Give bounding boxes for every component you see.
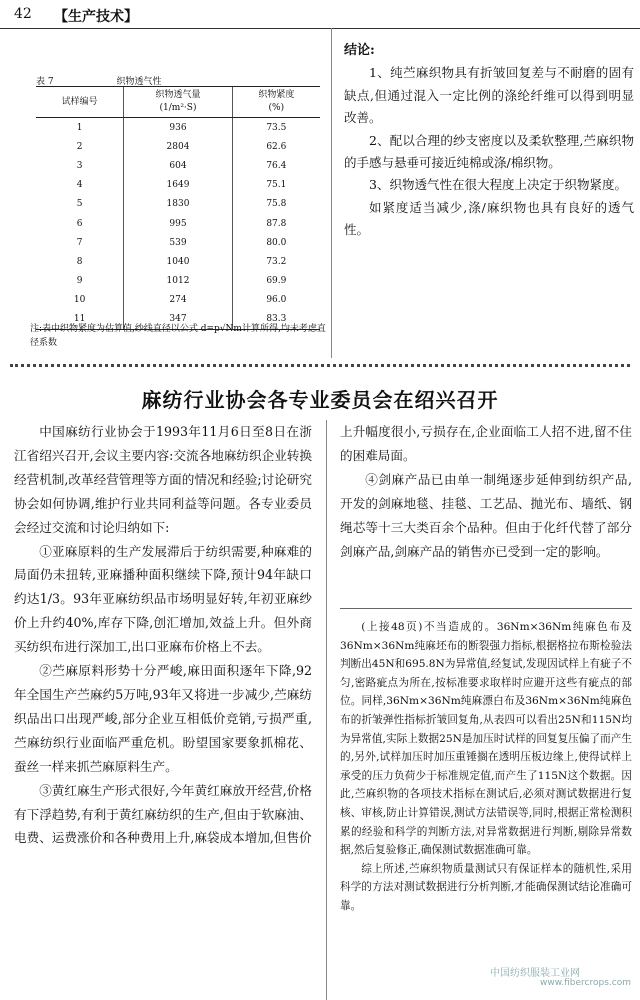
table-cell: 11: [36, 310, 124, 330]
table-row: [36, 118, 320, 138]
right-column-separator: [340, 608, 632, 609]
top-column-divider: [331, 28, 332, 358]
conclusion-paragraph: 1、纯苎麻织物具有折皱回复差与不耐磨的固有缺点,但通过混入一定比例的涤纶纤维可以得到明显改善。: [344, 65, 634, 126]
table-cell: 75.8: [232, 195, 320, 214]
table-cell: 6: [76, 218, 83, 229]
table-cell: 69.9: [232, 272, 320, 291]
conclusion-paragraph: 2、配以合理的纱支密度以及柔软整理,苎麻织物的手感与悬垂可接近纯棉或涤/棉织物。: [344, 132, 634, 171]
table-cell: 73.2: [232, 252, 320, 271]
article-left-column: [14, 420, 312, 850]
article-paragraph: ④剑麻产品已由单一制绳逐步延伸到纺织产品,开发的剑麻地毯、挂毯、工艺品、抛光布、墙纸、钢绳芯等十三大类百余个品种。但由于化纤代替了部分剑麻产品,剑麻产品的销售亦已受到一定的影响。: [340, 471, 632, 559]
article-paragraph: 中国麻纺行业协会于1993年11月6日至8日在浙江省绍兴召开,会议主要内容:交流各地麻纺织企业转换经营机制,改革经营管理等方面的情况和经验;讨论研究协会如何协调,维护行业共同利益等问题。各专业委员会经过交流和讨论归纳如下:: [14, 424, 312, 535]
page-header: [0, 0, 640, 29]
table-cell: 539: [124, 233, 232, 252]
table-cell: 73.5: [232, 118, 320, 138]
table-cell: 7: [76, 237, 83, 248]
table-cell: 8: [76, 256, 83, 267]
article-paragraph: ②苎麻原料形势十分严峻,麻田面积逐年下降,92年全国生产苎麻约5万吨,93年又将进一步减少,苎麻纺织品出口出现严峻,部分企业互相低价竞销,亏损严重,苎麻纺织行业面临严重危机。盼望国家要象抓棉花、蚕丝一样来抓苎麻原料生产。: [14, 663, 312, 774]
table-cell: 9: [76, 276, 83, 287]
table-cell: 347: [124, 310, 232, 330]
table-header-cell: 试样编号: [36, 87, 124, 118]
table-row: [36, 156, 320, 175]
article-title: 麻纺行业协会各专业委员会在绍兴召开: [141, 388, 499, 412]
table-cell: 2804: [124, 137, 232, 156]
table-header-cell: 织物透气量 (1/m²·S): [124, 87, 232, 118]
table-header-cell: 织物紧度 (%): [232, 87, 320, 118]
table-cell: 75.1: [232, 176, 320, 195]
table-number: 表 7: [36, 77, 54, 87]
table-row: [36, 291, 320, 310]
continued-paragraph: (上接48页)不当造成的。36Nm×36Nm纯麻色布及36Nm×36Nm纯麻坯布的断裂强力指标,根据格拉布斯检验法判断出45N和695.8N为异常值,经复试,发现因试样上有疵子不匀,密路疵点为所在,按标准要求取样时应避开这些有疵点的部位。同样,36Nm×36Nm纯麻漂白布及36Nm×36Nm纯麻色布的折皱弹性指标折皱回复角,从表四可以看出25N和115N均为异常值,实际上数据25N是加压时试样的回复复压偏了而产生的,另外,试样加压时加压重锤搁在透明压板边缘上,使得试样上承受的压力负荷少于标准规定值,而产生了115N这个数据。因此,苎麻织物的各项技术指标在测试后,必须对测试数据进行复核、审核,防止计算错误,测试方法错误等,同时,根据正常检测积累的经验和科学的判断方法,对异常数据进行判断,剔除异常数据,然后复验修正,确保测试数据准确可靠。: [340, 621, 632, 857]
table-cell: 62.6: [232, 137, 320, 156]
air-permeability-table: [36, 86, 320, 330]
table-cell: 274: [124, 291, 232, 310]
conclusion-paragraph: 如紧度适当减少,涤/麻织物也具有良好的透气性。: [344, 199, 634, 238]
table-cell: 1649: [124, 176, 232, 195]
table-row: [36, 252, 320, 271]
section-title: 【生产技术】: [54, 9, 138, 25]
continued-paragraph: 综上所述,苎麻织物质量测试只有保证样本的随机性,采用科学的方法对测试数据进行分析判断,才能确保测试结论准确可靠。: [340, 862, 632, 912]
table-cell: 5: [76, 199, 83, 210]
table-cell: 995: [124, 214, 232, 233]
table-cell: 80.0: [232, 233, 320, 252]
table-row: [36, 195, 320, 214]
article-right-column: [340, 420, 632, 563]
table-row: [36, 176, 320, 195]
table-cell: 1830: [124, 195, 232, 214]
page-number: 42: [14, 6, 32, 22]
article-paragraph: 上升幅度很小,亏损存在,企业面临工人招不进,留不住的困难局面。: [340, 424, 632, 463]
table-cell: 604: [124, 156, 232, 175]
watermark-text: 中国纺织服装工业网: [490, 968, 580, 979]
conclusion-heading: 结论:: [344, 43, 375, 58]
table-cell: 96.0: [232, 291, 320, 310]
table-row: [36, 214, 320, 233]
table-row: [36, 137, 320, 156]
conclusion-section: [344, 40, 634, 242]
table-row: [36, 272, 320, 291]
continued-article-column: [340, 618, 632, 916]
table-cell: 2: [76, 141, 83, 152]
table-cell: 83.3: [232, 310, 320, 330]
table-cell: 87.8: [232, 214, 320, 233]
table-note: 注:表中织物紧度为估算值,纱线直径以公式 d=p√Nm计算所得,均未考虑直径系数: [30, 324, 326, 348]
bottom-column-divider: [326, 420, 327, 1000]
table-row: [36, 233, 320, 252]
table-cell: 4: [76, 180, 83, 191]
table-cell: 3: [76, 160, 83, 171]
table-title: 织物透气性: [116, 77, 162, 87]
article-paragraph: ①亚麻原料的生产发展滞后于纺织需要,种麻难的局面仍未扭转,亚麻播种面积继续下降,预计94年缺口约达1/3。93年亚麻纺织品市场明显好转,年初亚麻纱价上升约40%,库存下降,创汇增加,效益上升。但外商买纺织布进行深加工,出口亚麻布价格上不去。: [14, 543, 312, 655]
table-cell: 1: [76, 122, 83, 133]
table-cell: 76.4: [232, 156, 320, 175]
table-cell: 10: [73, 295, 86, 306]
conclusion-paragraph: 3、织物透气性在很大程度上决定于织物紧度。: [369, 177, 627, 193]
dotted-separator: [10, 364, 630, 367]
table-cell: 1040: [124, 252, 232, 271]
table-cell: 1012: [124, 272, 232, 291]
article-paragraph: ③黄红麻生产形式很好,今年黄红麻放开经营,价格有下浮趋势,有利于黄红麻纺织的生产,但由于软麻油、电费、运费涨价和各种费用上升,麻袋成本增加,但售价: [14, 782, 312, 846]
table-cell: 936: [124, 118, 232, 138]
watermark-url: www.fibercrops.com: [540, 978, 631, 988]
